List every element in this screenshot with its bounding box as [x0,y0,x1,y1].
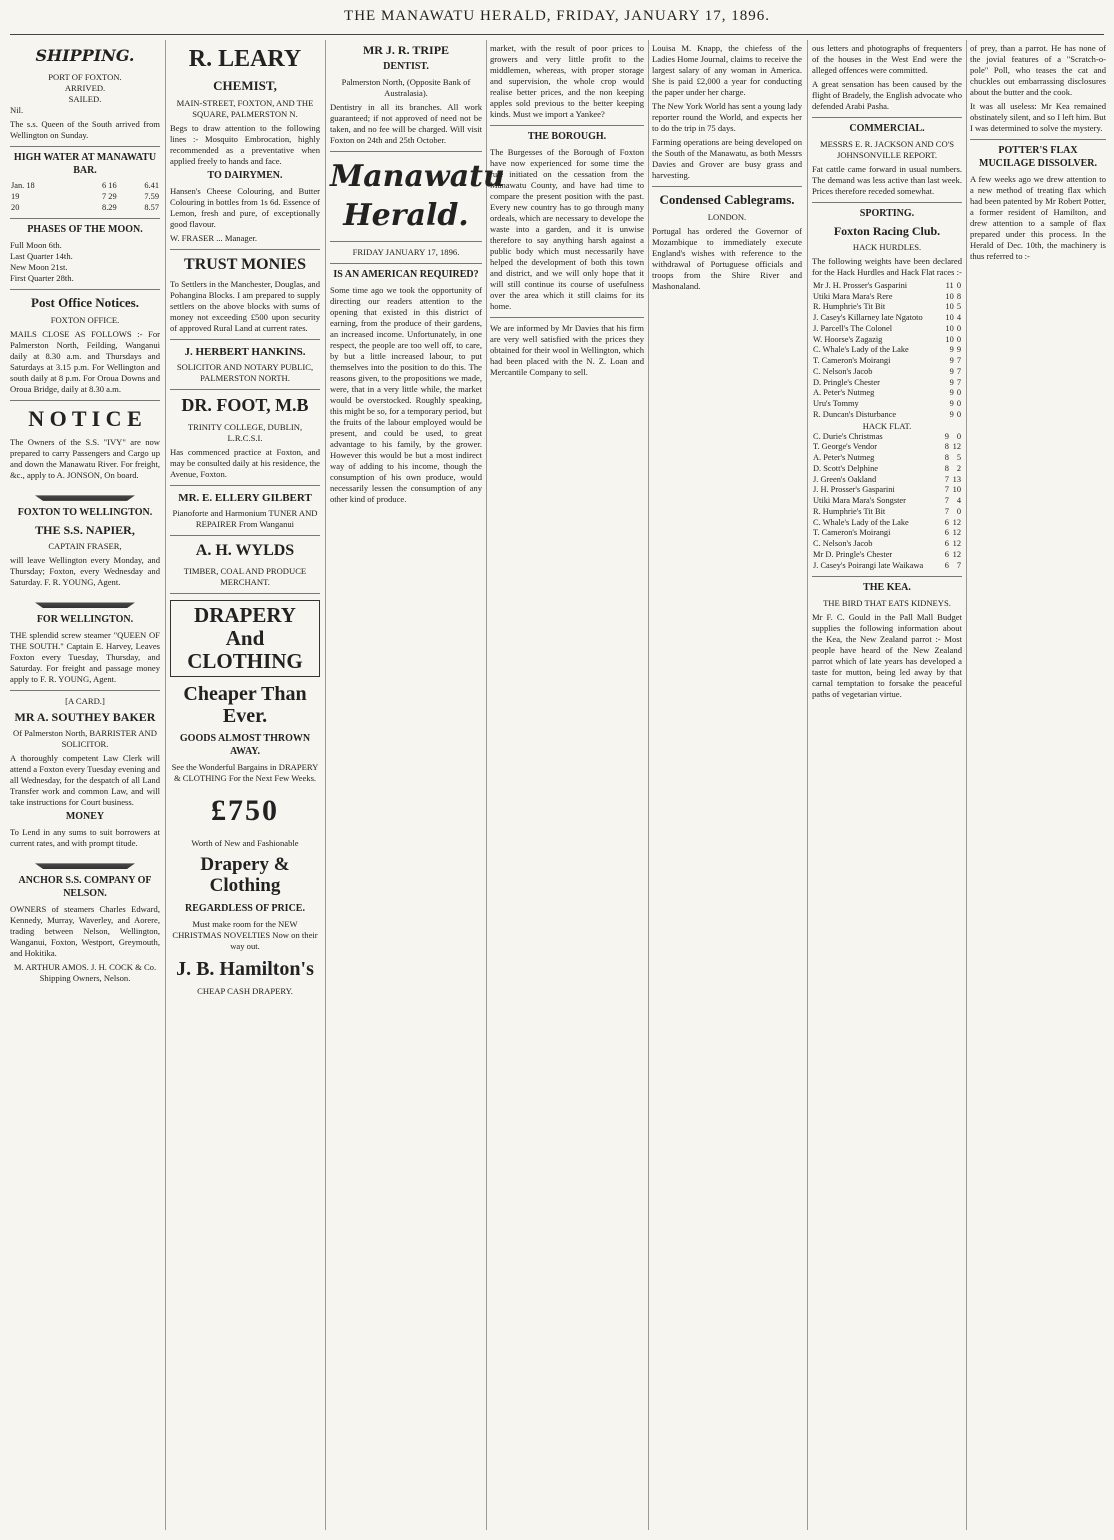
table-row [812,550,962,561]
weight-lb: 0 [956,399,961,409]
table-row [812,464,962,475]
divider [10,218,160,219]
tide-evening: 6.41 [144,181,159,191]
drapery-clothing: Drapery & Clothing [200,854,290,897]
weight-lb: 0 [956,388,961,398]
horse-name: A. Peter's Nutmeg [813,388,875,398]
wylds-title: A. H. WYLDS [195,542,295,560]
horse-name: J. Casey's Poirangi late Waikawa [813,560,924,570]
leary-sub: CHEMIST, [213,78,277,94]
commercial-sub: MESSRS E. R. JACKSON AND CO'S JOHNSONVILLE REPORT. [819,138,955,160]
cable-text: Portugal has ordered the Governor of Mozambique to immediately execute England's wishes with reference to the withdrawal of Portuguese officials and troops from the Shire River and Mashonaland. [652,225,802,291]
table-row [812,453,962,464]
drapery-title: DRAPERY And CLOTHING [170,600,320,677]
moon-line: Full Moon 6th. [10,240,62,251]
table-row [812,399,962,410]
horse-name: J. Parcell's The Colonel [813,323,893,333]
table-row [812,335,962,346]
horse-name: R. Humphrie's Tit Bit [813,506,886,516]
borough-text: The Burgesses of the Borough of Foxton have now experienced for some time the rule initiated on the cessation from the Manawatu County, and have had time to compare the present position with the past. Every new country has to go through many ordeals, which are necessary to develope the waste into a garden, and it is unwise therefore to say anything harsh against a public body which must necessarily have helped the development of both this town and district, and we will only hope that it will still continue its course of usefulness over the area which it still claims for its home. [490,146,644,311]
kea-sub: THE BIRD THAT EATS KIDNEYS. [823,598,951,609]
weight-lb: 7 [956,560,961,570]
column-7-text: of prey, than a parrot. He has none of the jovial features of a "Scratch-o-pole" Poll, who teases the cat and chuckles out embarrassing disclosures about the butter and the cook. [970,43,1106,97]
nil-text: Nil. [10,105,24,116]
divider [10,146,160,147]
horse-name: Mr D. Pringle's Chester [813,549,893,559]
divider [812,202,962,203]
weight-lb: 8 [956,291,961,301]
weight-st: 8 [944,453,949,463]
notice-text: The Owners of the S.S. "IVY" are now prepared to carry Passengers and Cargo up and down the Manawatu River. For freight, &c., apply to A. JONSON, On board. [10,436,160,480]
sporting-title: SPORTING. [859,207,915,219]
table-row [812,442,962,453]
weight-lb: 9 [956,345,961,355]
weight-lb: 7 [956,356,961,366]
column-divider [807,40,808,1530]
tide-morning: 8.29 [102,202,117,212]
divider [170,593,320,594]
gilbert-sub: Pianoforte and Harmonium TUNER AND REPAIRER From Wanganui [172,508,318,530]
table-row [812,561,962,572]
hamilton-title: J. B. Hamilton's [176,957,314,980]
anchor-title: ANCHOR S.S. COMPANY OF NELSON. [18,875,152,899]
weight-st: 8 [944,463,949,473]
foot-title: DR. FOOT, M.B [181,395,309,416]
weight-lb: 13 [952,474,961,484]
weight-lb: 12 [952,442,961,452]
money-title: MONEY [65,811,105,823]
moon-line: First Quarter 28th. [10,273,74,284]
weight-lb: 4 [956,496,961,506]
table-row [812,518,962,529]
table-row [812,367,962,378]
bargains-text: See the Wonderful Bargains in DRAPERY & CLOTHING For the Next Few Weeks. [171,761,319,783]
cheaper-title: Cheaper Than Ever. [183,683,307,728]
table-row [10,181,160,192]
horse-name: A. Peter's Nutmeg [813,453,875,463]
masthead-rule [10,34,1104,35]
divider [330,263,482,264]
regardless-title: REGARDLESS OF PRICE. [185,903,305,914]
potter-text: A few weeks ago we drew attention to a new method of treating flax which had been patented by Mr Robert Potter, a former resident of Hamilton, and drew attention to a sample of flax prepared under this process. In the Herald of Dec. 10th, the machinery is thus referred to :- [970,173,1106,261]
weight-lb: 5 [956,453,961,463]
racing-title: Foxton Racing Club. [833,223,941,238]
column-7 [970,40,1106,1530]
weight-st: 10 [945,302,954,312]
cable-sub: LONDON. [707,211,747,222]
weight-st: 9 [949,409,954,419]
table-row [812,324,962,335]
weight-lb: 5 [956,302,961,312]
divider [170,485,320,486]
moon-line: Last Quarter 14th. [10,251,73,262]
baker-title: MR A. SOUTHEY BAKER [14,709,156,724]
horse-name: Utiki Mara Mara's Rere [813,291,893,301]
for-wellington: FOR WELLINGTON. [36,614,134,626]
weight-st: 7 [944,496,949,506]
horse-name: C. Whale's Lady of the Lake [813,345,909,355]
trust-text: To Settlers in the Manchester, Douglas, and Pohangina Blocks. I am prepared to supply settlers on the above blocks with sums of money not exceeding £500 upon security of approved Rural Land at current rates. [170,279,320,334]
column-2 [170,40,320,1530]
dairymen-title: TO DAIRYMEN. [207,170,283,182]
column-3 [330,40,505,1530]
tide-morning: 6 16 [102,181,117,191]
column-divider [325,40,326,1530]
weight-st: 9 [949,356,954,366]
leader-title: IS AN AMERICAN REQUIRED? [333,268,479,280]
weight-lb: 0 [956,280,961,290]
queen-text: THE splendid screw steamer "QUEEN OF THE SOUTH." Captain E. Harvey, Leaves Foxton every Tuesday, Thursday, and Saturday. For freight and passage money apply to F. R. YOUNG, Agent. [10,629,160,684]
divider [170,339,320,340]
weight-lb: 10 [952,485,961,495]
weight-lb: 0 [956,506,961,516]
weight-lb: 4 [956,313,961,323]
kea-text: Mr F. C. Gould in the Pall Mall Budget supplies the following information about the Kea, the New Zealand parrot :- Most people have heard of the New Zealand parrot which of late years has developed a taste for mutton, being led away by that carnal temptation to forsake the peaceful paths of vegetarian virtue. [812,612,962,700]
hamilton-sub: CHEAP CASH DRAPERY. [197,985,293,996]
ship-icon [35,855,135,869]
weight-st: 10 [945,313,954,323]
divider [330,151,482,152]
hankins-title: J. HERBERT HANKINS. [184,346,306,359]
horse-name: C. Nelson's Jacob [813,366,873,376]
wylds-sub: TIMBER, COAL AND PRODUCE MERCHANT. [183,565,307,587]
weight-lb: 12 [952,549,961,559]
card-label: [A CARD.] [65,695,105,706]
flat-table [812,432,962,572]
worth-text: Worth of New and Fashionable [191,838,299,849]
table-row [812,507,962,518]
port-title: PORT OF FOXTON. [48,72,122,83]
horse-name: R. Humphrie's Tit Bit [813,302,886,312]
horse-name: C. Durie's Christmas [813,431,883,441]
column-5-text: Louisa M. Knapp, the chiefess of the Ladies Home Journal, claims to receive the largest salary of any woman in America. She is paid £2,000 a year for conducting the paper under her charge. [652,43,802,97]
ship-icon [35,594,135,608]
tide-evening: 8.57 [144,202,159,212]
divider [812,576,962,577]
weight-st: 6 [944,539,949,549]
weight-lb: 2 [956,463,961,473]
column-divider [966,40,967,1530]
horse-name: J. H. Prosser's Gasparini [813,485,895,495]
weight-st: 9 [949,345,954,355]
horse-name: J. Green's Oakland [813,474,877,484]
napier-title: THE S.S. NAPIER, [35,522,135,537]
trust-title: TRUST MONIES [184,255,306,273]
horse-name: T. George's Vendor [813,442,878,452]
hurdle-table [812,281,962,421]
column-1 [10,40,160,1530]
hurdles-label: HACK HURDLES. [852,241,922,252]
arrival-note: The s.s. Queen of the South arrived from Wellington on Sunday. [10,119,160,141]
anchor-text: OWNERS of steamers Charles Edward, Kennedy, Murray, Waverley, and Aorere, trading between Nelson, Wellington, Wanganui, Foxton, Westport, Greymouth, and Hokitika. [10,903,160,958]
weight-st: 9 [949,388,954,398]
weight-st: 9 [949,399,954,409]
column-divider [486,40,487,1530]
commercial-title: COMMERCIAL. [849,123,925,134]
sailed-label: SAILED. [68,94,102,105]
weight-st: 7 [944,474,949,484]
notice-title: N O T I C E [28,405,142,431]
hankins-sub: SOLICITOR AND NOTARY PUBLIC, PALMERSTON NORTH. [176,362,314,384]
baker-sub: Of Palmerston North, BARRISTER AND SOLICITOR. [13,728,157,750]
weight-lb: 7 [956,377,961,387]
horse-name: Mr J. H. Prosser's Gasparini [813,280,908,290]
leary-title: R. LEARY [188,46,302,72]
tide-morning: 7 29 [102,191,117,201]
tide-evening: 7.59 [144,191,159,201]
tripe-sub: DENTIST. [383,61,429,73]
price-title: £750 [211,793,279,827]
divider [10,690,160,691]
weights-intro: The following weights have been declared for the Hack Hurdles and Hack Flat races :- [812,255,962,277]
table-row [812,378,962,389]
weight-st: 10 [945,334,954,344]
weight-lb: 0 [956,334,961,344]
foot-text: Has commenced practice at Foxton, and may be consulted daily at his residence, the Avenue, Foxton. [170,447,320,480]
weight-st: 6 [944,528,949,538]
kea-title: THE KEA. [863,582,911,594]
herald-logo: Manawatu Herald. [330,159,505,233]
leader-text: Some time ago we took the opportunity of directing our readers attention to the opening that existed in this district of earning, from the produce of their gardens, an increased income. Unfortunately, in one respect, the people are too well off, to care, by but a little increased labour, to put themselves into the position to do this. The reasons given, to the propositions we made, were, that in a very little while, the market would be overstocked. Roughly speaking, this might be so, for a temporary period, but the fruits of the labour employed would be present, and could be used, to great advantage to his family, by the grower. However this would be but a most indirect way of adding to his income, though the consumption of his own produce, would necessarily lessen the consumption of any other kind of produce. [330,284,482,504]
weight-lb: 12 [952,528,961,538]
commercial-text: Fat cattle came forward in usual numbers. The demand was less active than last week. Prices therefore receded somewhat. [812,163,962,196]
column-4-text: market, with the result of poor prices to growers and very little profit to the middlemen, whereas, with proper storage and supervision, the whole crop would realise better prices, and the non keeping apples sold previous to the better keeping kinds. Must we import a Yankee? [490,43,644,119]
divider [970,139,1106,140]
davies-text: We are informed by Mr Davies that his firm are very well satisfied with the prices they obtained for their wool in Wellington, which had been placed with the N. Z. Loan and Mercantile Company to sell. [490,322,644,377]
masthead: THE MANAWATU HERALD, FRIDAY, JANUARY 17, 1896. [344,8,770,24]
leary-text: Begs to draw attention to the following lines :- Mosquito Embrocation, highly recommended as a preventative when applied freely to hands and face. [170,123,320,167]
column-divider [648,40,649,1530]
tripe-title: MR J. R. TRIPE [362,43,450,57]
column-6 [812,40,962,1530]
tripe-addr: Palmerston North, (Opposite Bank of Australasia). [341,77,471,99]
moon-line: New Moon 21st. [10,262,68,273]
weight-lb: 0 [956,409,961,419]
table-row [812,475,962,486]
table-row [812,485,962,496]
horse-name: D. Scott's Delphine [813,463,879,473]
tide-date: 19 [11,191,20,201]
tripe-text: Dentistry in all its branches. All work guaranteed; if not approved of need not be taken, and no fee will be charged. Will visit Foxton on 24th and 25th October. [330,102,482,146]
table-row [812,356,962,367]
divider [812,117,962,118]
horse-name: C. Nelson's Jacob [813,539,873,549]
weight-st: 6 [944,517,949,527]
weight-st: 6 [944,560,949,570]
table-row [812,302,962,313]
goods-title: GOODS ALMOST THROWN AWAY. [179,733,311,758]
column-5-text: Farming operations are being developed on the South of the Manawatu, as both Messrs Davies and Grover are busy grass and harvesting. [652,137,802,180]
horse-name: W. Hoorse's Zagazig [813,334,883,344]
table-row [10,192,160,203]
table-row [812,528,962,539]
weight-st: 10 [945,323,954,333]
column-divider [165,40,166,1530]
foxton-title: FOXTON TO WELLINGTON. [17,506,153,518]
horse-name: T. Cameron's Moirangi [813,528,891,538]
borough-title: THE BOROUGH. [527,131,607,142]
post-office-sub: FOXTON OFFICE. [50,314,120,325]
divider [330,241,482,242]
flat-label: HACK FLAT. [862,420,912,431]
horse-name: Uru's Tommy [813,399,859,409]
column-7-text: It was all useless: Mr Kea remained obstinately silent, and so I left him. But I was determined to solve the mystery. [970,101,1106,133]
arrived-label: ARRIVED. [64,83,106,94]
weight-st: 6 [944,549,949,559]
horse-name: T. Cameron's Moirangi [813,356,891,366]
post-office-title: Post Office Notices. [31,295,139,311]
horse-name: R. Duncan's Disturbance [813,409,897,419]
divider [490,317,644,318]
column-5 [652,40,802,1530]
column-5-text: The New York World has sent a young lady reporter round the World, and expects her to do the trip in 75 days. [652,101,802,133]
weight-lb: 7 [956,366,961,376]
weight-st: 8 [944,442,949,452]
cable-title: Condensed Cablegrams. [659,192,795,207]
horse-name: J. Casey's Killarney late Ngatoto [813,313,923,323]
weight-st: 9 [949,377,954,387]
weight-lb: 0 [956,431,961,441]
moon-title: PHASES OF THE MOON. [27,224,143,236]
shipping-title: SHIPPING. [35,46,135,65]
tide-date: Jan. 18 [11,181,35,191]
table-row [812,410,962,421]
table-row [812,281,962,292]
divider [10,289,160,290]
baker-text: A thoroughly competent Law Clerk will attend a Foxton every Tuesday evening and all Wednesday, for the despatch of all Land Transfer work and common Law, and will take instructions for Court business. [10,753,160,808]
table-row [812,313,962,324]
table-row [10,203,160,214]
napier-text: will leave Wellington every Monday, and Thursday; Foxton, every Wednesday and Saturday. F. R. YOUNG, Agent. [10,555,160,588]
table-row [812,345,962,356]
table-row [812,539,962,550]
gilbert-title: MR. E. ELLERY GILBERT [178,492,312,505]
weight-st: 7 [944,485,949,495]
fraser-line: W. FRASER ... Manager. [170,232,258,243]
high-water-title: HIGH WATER AT MANAWATU BAR. [13,152,157,177]
divider [170,389,320,390]
table-row [812,496,962,507]
anchor-agents: M. ARTHUR AMOS. J. H. COCK & Co. Shipping Owners, Nelson. [13,961,157,983]
leary-addr: MAIN-STREET, FOXTON, AND THE SQUARE, PALMERSTON N. [176,98,314,120]
horse-name: D. Pringle's Chester [813,377,880,387]
tide-date: 20 [11,202,20,212]
napier-sub: CAPTAIN FRASER, [48,541,122,552]
weight-st: 9 [944,431,949,441]
table-row [812,388,962,399]
table-row [812,432,962,443]
weight-lb: 12 [952,539,961,549]
divider [490,125,644,126]
horse-name: Utiki Mara Mara's Songster [813,496,906,506]
column-6-text: ous letters and photographs of frequenters of the houses in the West End were the alleged offences were committed. [812,43,962,75]
horse-name: C. Whale's Lady of the Lake [813,517,909,527]
dairy-text: Hansen's Cheese Colouring, and Butter Colouring in bottles from 1s 6d. Essence of Lemon, fresh and pure, of exceptionally good flavour. [170,185,320,229]
weight-lb: 12 [952,517,961,527]
weight-st: 11 [945,280,954,290]
divider [170,249,320,250]
weight-st: 7 [944,506,949,516]
potter-title: POTTER'S FLAX MUCILAGE DISSOLVER. [979,145,1097,169]
tide-table [10,181,160,213]
divider [652,186,802,187]
table-row [812,292,962,303]
column-6-text: A great sensation has been caused by the flight of Bradely, the English advocate who defended Arabi Pasha. [812,79,962,111]
column-4 [490,40,644,1530]
weight-st: 9 [949,366,954,376]
issue-date: FRIDAY JANUARY 17, 1896. [352,246,460,257]
weight-st: 10 [945,291,954,301]
weight-lb: 0 [956,323,961,333]
ship-icon [35,487,135,501]
room-text: Must make room for the NEW CHRISTMAS NOVELTIES Now on their way out. [172,918,318,951]
post-office-text: MAILS CLOSE AS FOLLOWS :- For Palmerston North, Feilding, Wanganui daily at 8.30 a.m. and Thursdays and Saturdays at 3.15 p.m. For Wellington and south daily at 8 p.m. For Oroua Downs and Oroua Bridge, daily at 8.30 a.m. [10,328,160,394]
divider [170,535,320,536]
foot-sub: TRINITY COLLEGE, DUBLIN, L.R.C.S.I. [187,422,303,444]
divider [10,400,160,401]
money-text: To Lend in any sums to suit borrowers at current rates, and with prompt titude. [10,827,160,849]
